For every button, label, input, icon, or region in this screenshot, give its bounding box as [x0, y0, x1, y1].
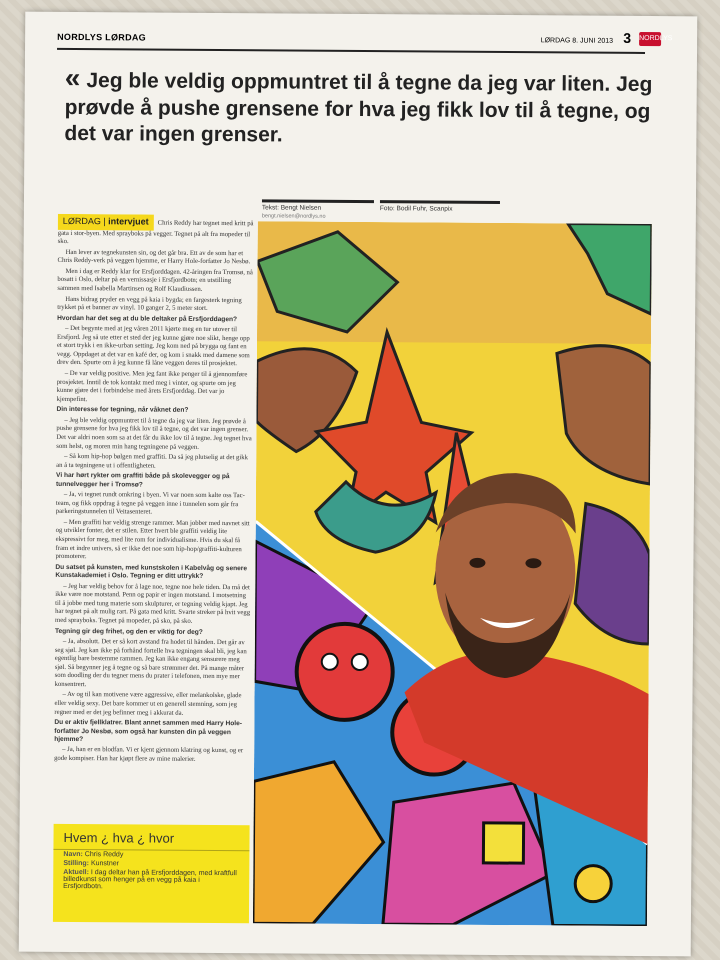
headline-quote: [64, 60, 655, 152]
paragraph-text: – Ja, vi tegnet rundt omkring i byen. Vi var noen som kalte oss Tac-team, og fikk oppdrag å tegne på veggen inne i tunnelen som går fra parkeringstunnelen til Veitasenteret.: [55, 491, 245, 516]
page-header: [57, 26, 673, 54]
page-number: 3: [623, 29, 632, 46]
artist-photo: [253, 221, 652, 926]
interview-question: [56, 406, 252, 416]
info-box: [53, 824, 250, 923]
article-paragraph: [56, 491, 252, 518]
paragraph-text: Chris Reddy har tegnet med kritt på gata i stor-byen. Med sprayboks på vegger. Tegnet på alt fra mopeder til sko.: [57, 219, 254, 246]
nordlys-logo: [639, 32, 673, 46]
section-name: NORDLYS LØRDAG: [57, 31, 147, 43]
interview-question: [57, 315, 253, 325]
article-paragraph: [55, 583, 251, 627]
paragraph-text: – Men graffiti har veldig strenge rammer. Man jobber med navnet sitt og utvikler fonter, det er stilen. Etter hvert ble graffiti veldig lite ekspressivt for meg, med lite rom for individualisme. Hvis du skal få fram et indre univers, så er ikke det noe som hip-hop/graffiti-kulturen promoterer.: [55, 518, 250, 561]
tag-sub: intervjuet: [108, 216, 149, 227]
info-row: [53, 868, 249, 892]
paragraph-text: Han lever av tegnekunsten sin, og det går bra. Ett av de som har et Chris Reddy-verk på veggen hjemme, er Harry Hole-forfatter Jo Nesbø.: [57, 248, 251, 266]
paragraph-text: – Av og til kan motivene være aggressive, eller melankolske, glade eller veldig sexy. Det bare kommer ut en generell stemning, som jeg regner med er det jeg befinner meg i akkurat da.: [54, 691, 242, 717]
info-label: Stilling:: [63, 859, 90, 868]
section-tag: [58, 214, 154, 230]
text-byline: [262, 199, 374, 220]
article-paragraph: [55, 519, 251, 563]
photo-byline: [380, 200, 500, 213]
article-paragraph: [54, 746, 250, 765]
info-box-title: Hvem ¿ hva ¿ hvor: [53, 824, 249, 851]
paragraph-text: Hans bidrag pryder en vegg på kaia i bygda; en fargesterk tegning trykket på et banner av vinyl. 10 ganger 2, 5 meter stort.: [57, 295, 242, 313]
article-paragraph: [55, 638, 251, 691]
info-label: Aktuell:: [63, 868, 89, 877]
author-email: bengt.nielsen@nordlys.no: [261, 213, 326, 220]
paragraph-text: Din interesse for tegning, når våknet den?: [56, 406, 189, 415]
paragraph-text: Men i dag er Reddy klar for Ersfjorddagen. 42-åringen fra Tromsø, nå bosatt i Oslo, deltar på en vernissasje i Ersfjordbotn; en utstilling sammen med Isabella Martinsen og Rolf Klaudiussen.: [57, 267, 253, 293]
quote-mark-icon: «: [64, 61, 81, 94]
article-column: [54, 214, 254, 827]
paragraph-text: – Jeg ble veldig oppmuntret til å tegne da jeg var liten. Jeg prøvde å pushe grensene for hva jeg fikk lov til å tegne, og det var ingen grenser. Det var aldri noen som sa at det får du ikke lov til å tegne. Jeg tegnet hva som helst, og moren min hang tegningene på veggen.: [56, 416, 252, 451]
info-label: Navn:: [63, 850, 83, 859]
paragraph-text: Tegning gir deg frihet, og den er viktig for deg?: [54, 627, 203, 636]
article-paragraph: [57, 370, 253, 406]
article-paragraph: [54, 691, 250, 718]
interview-question: [56, 472, 252, 490]
text-credit: Tekst: Bengt Nielsen: [261, 204, 322, 212]
paragraph-text: – Det begynte med at jeg våren 2011 kjørte meg en tur utover til Ersfjord. Jeg så ute etter et sted der jeg kunne gjøre noe slikt, henge opp et stort trykk i en ikke-urban setting. Jeg kom ned på brygga og fant en vegg. Oppdaget at det var en kafé der, og kom i snakk med damene som drev den. Spurte om å jeg kunne få låne veggen deres til prosjektet.: [56, 325, 250, 368]
paragraph-text: Vi har hørt rykter om graffiti både på skolevegger og på tunnelvegger her i Tromsø?: [55, 472, 230, 489]
issue-date: LØRDAG 8. JUNI 2013: [540, 37, 614, 45]
paragraph-text: – Så kom hip-hop bølgen med graffiti. Da så jeg plutselig at det gikk an å ta tegningene ut i offentligheten.: [56, 453, 248, 470]
info-value: I dag deltar han på Ersfjorddagen, med kraftfull billedkunst som henger på en vegg på kaia i Ersfjordbotn.: [63, 869, 237, 891]
tag-main: LØRDAG: [62, 215, 101, 227]
photo-credit: Foto: Bodil Fuhr, Scanpix: [379, 205, 453, 213]
paragraph-text: Hvordan har det seg at du ble deltaker på Ersfjorddagen?: [57, 314, 238, 323]
article-paragraph: [56, 417, 252, 453]
quote-text: Jeg ble veldig oppmuntret til å tegne da jeg var liten. Jeg prøvde å pushe grensene for hva jeg fikk lov til å tegne, og det var ingen grenser.: [64, 69, 653, 147]
newspaper-page: [19, 12, 698, 957]
paragraph-text: – De var veldig positive. Men jeg fant ikke penger til å gjennomføre prosjektet. Inntil de tok kontakt med meg i vinter, og spurte om jeg kunne gjøre det i forbindelse med årets Ersfjorddag. Det var jo kjempefint.: [56, 369, 248, 403]
info-value: Kunstner: [90, 860, 120, 868]
info-box-rows: [53, 850, 249, 892]
interview-question: [55, 564, 251, 582]
article-paragraph: [57, 295, 253, 314]
paragraph-text: – Ja, absolutt. Det er så kort avstand fra hodet til hånden. Det går av seg sjøl. Jeg kan ikke på forhånd fortelle hva tegningen skal bli, jeg kan egentlig bare bestemme rammen. Jeg kan ikke engang sensurere meg sjøl. Så begynner jeg å tegne og så bare strømmer det. På mange måter som doodling der du tegner mens du prater i telefonen, men mye mer konsentrert.: [54, 637, 247, 688]
paragraph-text: Du er aktiv fjellklatrer. Blant annet sammen med Harry Hole-forfatter Jo Nesbø, som også har kunsten din på veggen hjemme?: [54, 719, 242, 744]
interview-question: [55, 627, 251, 637]
tag-separator: |: [100, 216, 109, 227]
article-paragraph: [58, 214, 254, 248]
info-value: Chris Reddy: [84, 851, 124, 859]
interview-question: [54, 719, 250, 746]
paragraph-text: Du satset på kunsten, med kunstskolen i Kabelvåg og senere Kunstakademiet i Oslo. Tegning er ditt uttrykk?: [55, 563, 248, 581]
article-paragraph: [58, 249, 254, 268]
article-body: [54, 214, 254, 765]
paragraph-text: – Jeg har veldig behov for å lage noe, tegne noe hele tiden. Da må det ikke være noe motstand. Penn og papir er ingen motstand. I motsetning til å jobbe med tung materie som skulpturer, er tegning veldig kjapt. Jeg har tegnet på alt mulig rart. På gata med kritt. Svarte streker på hvit vegg med sprayboks. Tegnet på mopeder, på sko, på sko.: [55, 582, 251, 625]
article-paragraph: [56, 453, 252, 472]
paragraph-text: – Ja, han er en blodfan. Vi er kjent gjennom klatring og kunst, og er gode kompiser. Han har kjøpt flere av mine malerier.: [54, 746, 244, 763]
article-paragraph: [57, 325, 253, 369]
logo-text: NORDLYS: [639, 34, 673, 43]
article-paragraph: [57, 268, 253, 295]
